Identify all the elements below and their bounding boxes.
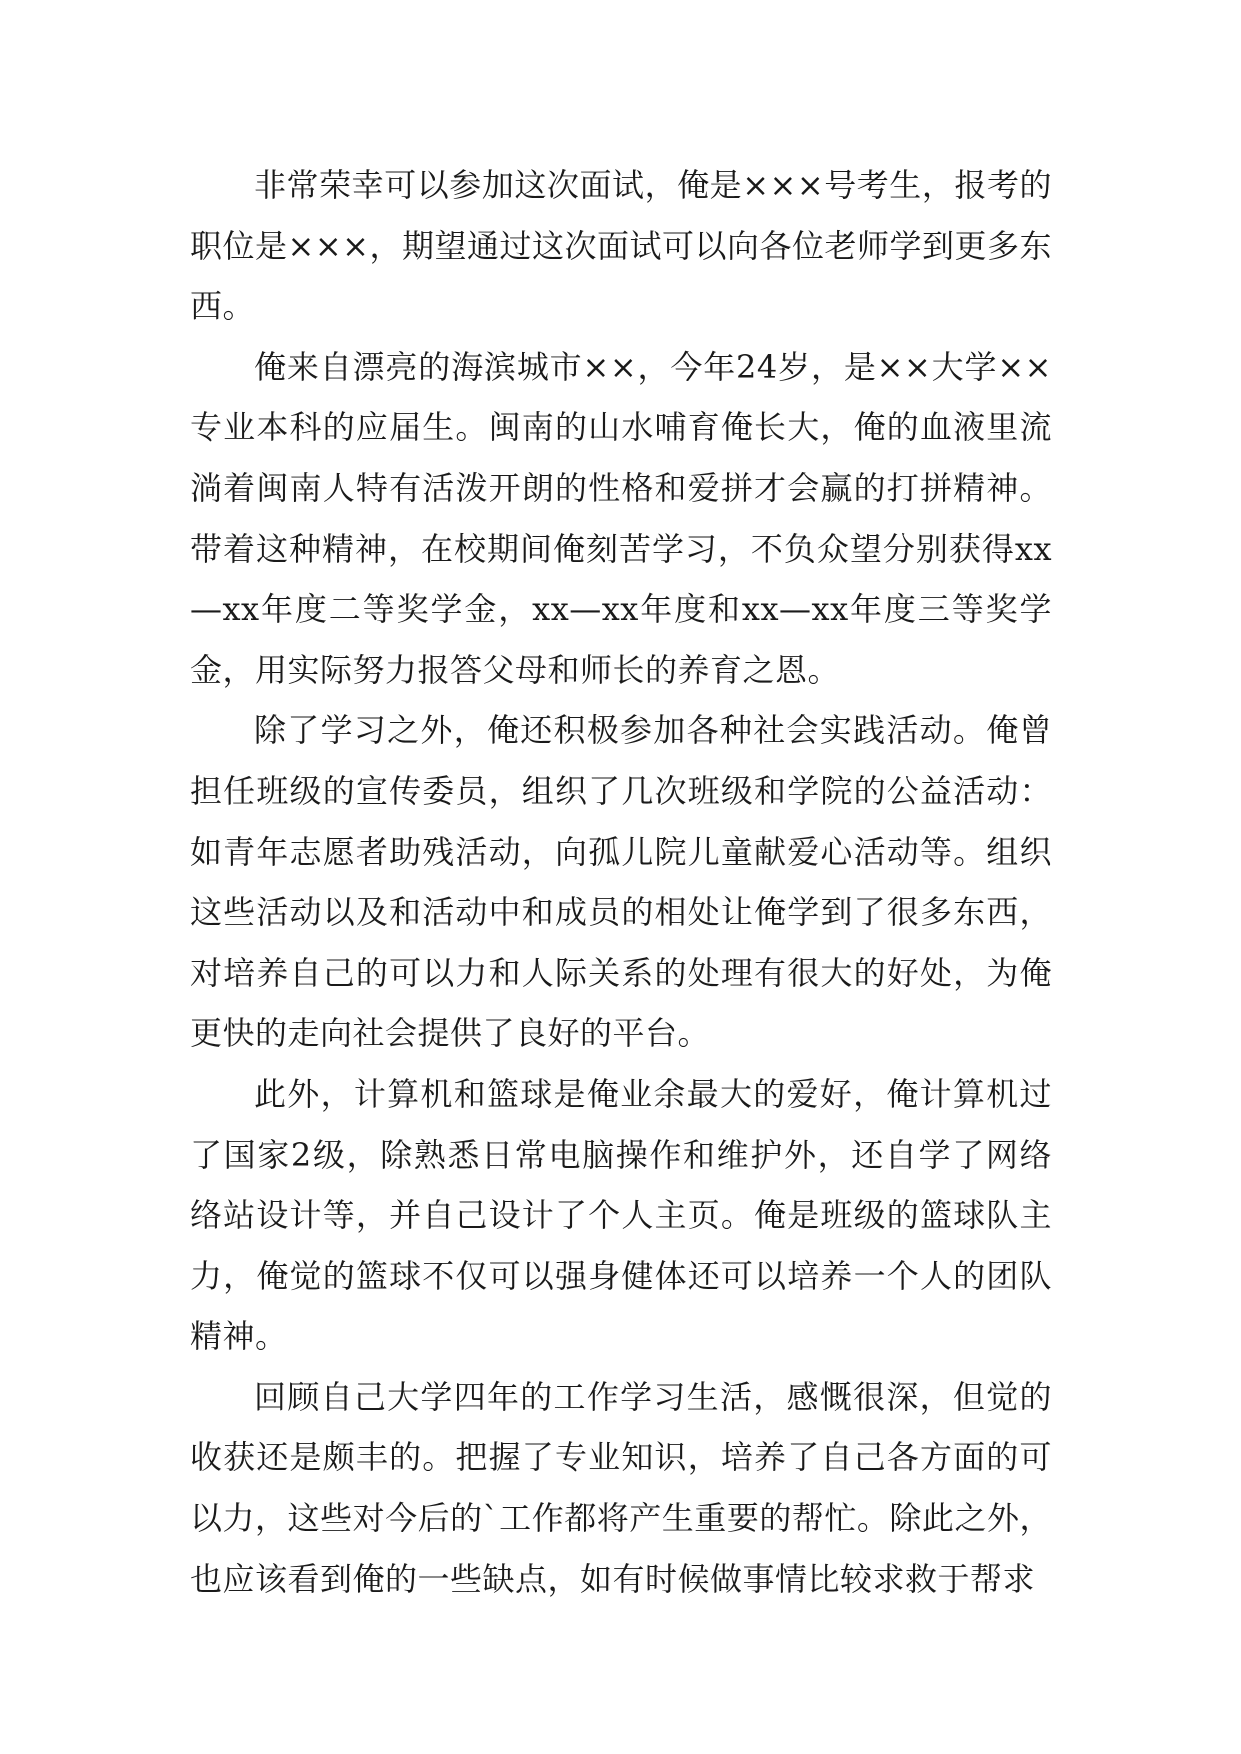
document-body — [190, 155, 1052, 1609]
paragraph-activities: 除了学习之外，俺还积极参加各种社会实践活动。俺曾担任班级的宣传委员，组织了几次班级和学院的公益活动：如青年志愿者助残活动，向孤儿院儿童献爱心活动等。组织这些活动以及和活动中和成员的相处让俺学到了很多东西，对培养自己的可以力和人际关系的处理有很大的好处，为俺更快的走向社会提供了良好的平台。 — [190, 711, 1052, 1053]
paragraph-reflection: 回顾自己大学四年的工作学习生活，感慨很深，但觉的收获还是颇丰的。把握了专业知识，培养了自己各方面的可以力，这些对今后的`工作都将产生重要的帮忙。除此之外，也应该看到俺的一些缺点，如有时候做事情比较求救于帮求 — [190, 1377, 1052, 1598]
paragraph-introduction: 非常荣幸可以参加这次面试，俺是×××号考生，报考的职位是×××，期望通过这次面试可以向各位老师学到更多东西。 — [190, 166, 1052, 326]
paragraph-hobbies: 此外，计算机和篮球是俺业余最大的爱好，俺计算机过了国家2级，除熟悉日常电脑操作和维护外，还自学了网络络站设计等，并自己设计了个人主页。俺是班级的篮球队主力，俺觉的篮球不仅可以强身健体还可以培养一个人的团队精神。 — [190, 1074, 1052, 1356]
paragraph-background: 俺来自漂亮的海滨城市××，今年24岁，是××大学××专业本科的应届生。闽南的山水哺育俺长大，俺的血液里流淌着闽南人特有活泼开朗的性格和爱拼才会赢的打拼精神。带着这种精神，在校期间俺刻苦学习，不负众望分别获得xx—xx年度二等奖学金，xx—xx年度和xx—xx年度三等奖学金，用实际努力报答父母和师长的养育之恩。 — [190, 347, 1052, 689]
